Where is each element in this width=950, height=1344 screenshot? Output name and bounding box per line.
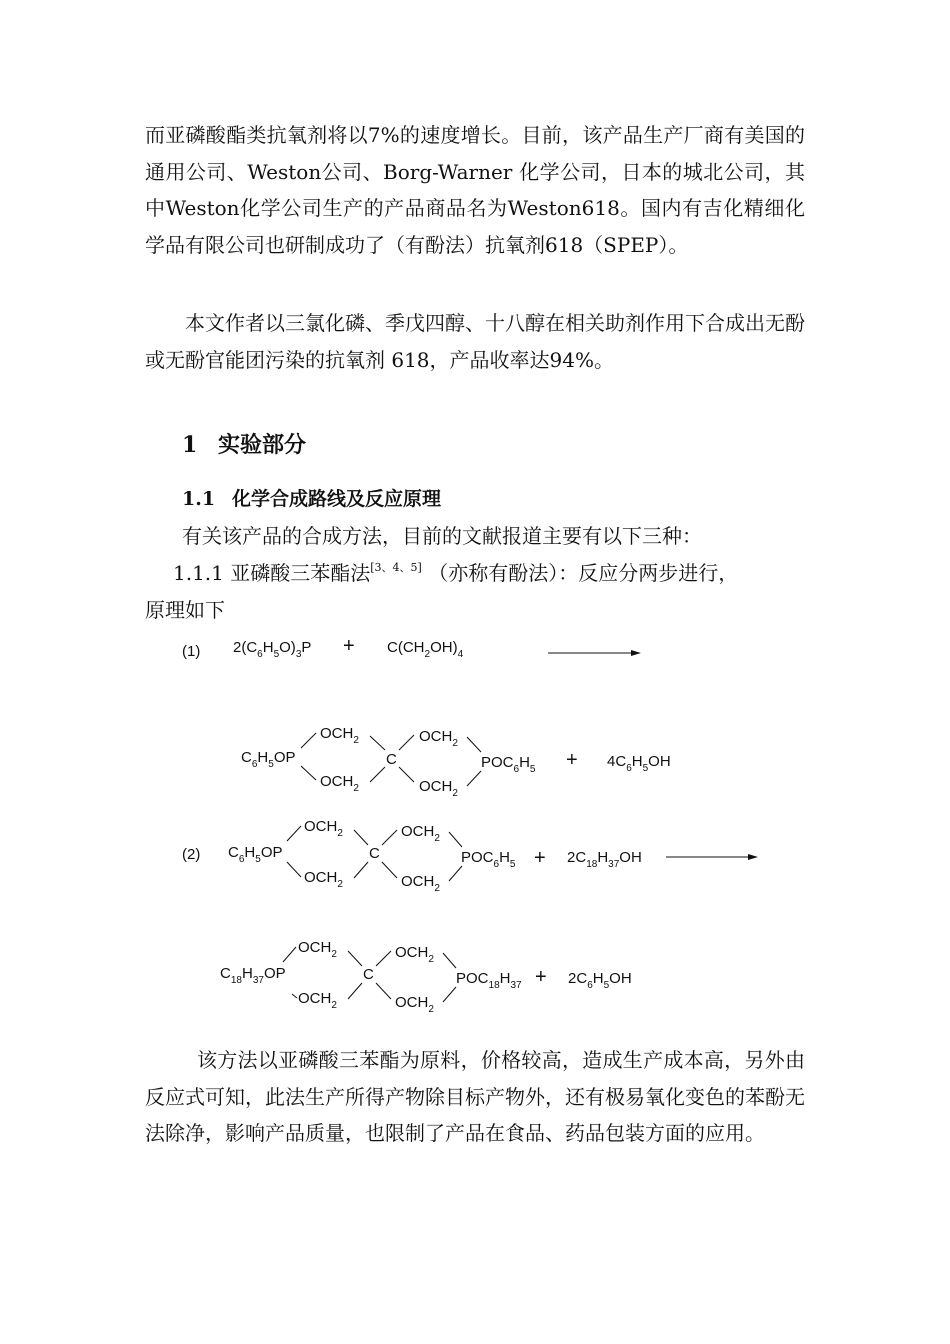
phenyl-oxy-phosphorus: $C_6H_5OP$ — [241, 749, 296, 770]
phosphorus-oxy-stearyl: $POC_{18}H_{37}$ — [456, 970, 522, 991]
svg-text:OCH2: $OCH_2$ — [304, 869, 343, 890]
svg-text:OCH2: $OCH_2$ — [401, 823, 440, 844]
reaction-arrow-1 — [548, 650, 641, 656]
plus-sign: + — [535, 966, 547, 988]
spiro-phosphite-stearyl — [220, 939, 522, 1015]
svg-text:OCH2: $OCH_2$ — [298, 990, 337, 1011]
pentaerythritol: $C(CH_2OH)_4$ — [387, 639, 464, 660]
triphenyl-phosphite: $2(C_6H_5O)_3P$ — [233, 639, 312, 660]
section-title: 实验部分 — [218, 432, 307, 458]
phenol-byproduct-2: $2C_6H_5OH$ — [568, 970, 632, 991]
spiro-phosphite-phenyl — [241, 725, 536, 799]
svg-text:OCH2: $OCH_2$ — [395, 994, 434, 1015]
svg-text:OCH2: $OCH_2$ — [395, 944, 434, 965]
paragraph-market: 而亚磷酸酯类抗氧剂将以7%的速度增长。目前，该产品生产厂商有美国的通用公司、Weston公司、Borg-Warner 化学公司，日本的城北公司，其中Weston化学公司生产的产品商品名为Weston618。国内有吉化精细化学品有限公司也研制成功了（有酚法）抗氧剂618（SPEP）。 — [145, 123, 805, 257]
subsection-number: 1.1 — [182, 488, 216, 510]
stearyl-oxy-phosphorus: $C_{18}H_{37}OP$ — [220, 965, 286, 986]
paragraph-method-summary: 本文作者以三氯化磷、季戊四醇、十八醇在相关助剂作用下合成出无酚或无酚官能团污染的抗氧剂 618，产品收率达94%。 — [145, 311, 805, 372]
intro-line: 有关该产品的合成方法，目前的文献报道主要有以下三种： — [182, 524, 702, 548]
step-1-label: (1) — [182, 643, 201, 660]
phosphorus-oxy-phenyl: $POC_6H_5$ — [481, 754, 536, 775]
step-2-label: (2) — [182, 846, 201, 863]
svg-text:OCH2: $OCH_2$ — [304, 818, 343, 839]
paragraph-method-evaluation: 该方法以亚磷酸三苯酯为原料，价格较高，造成生产成本高，另外由反应式可知，此法生产所得产物除目标产物外，还有极易氧化变色的苯酚无法除净，影响产品质量，也限制了产品在食品、药品包装方面的应用。 — [145, 1048, 805, 1145]
method-1-continuation: 原理如下 — [145, 598, 225, 622]
section-number: 1 — [182, 432, 198, 458]
svg-text:C: C — [363, 966, 374, 983]
svg-text:C: C — [386, 751, 397, 768]
svg-text:C6H5OP: $C_6H_5OP$ — [228, 844, 283, 865]
reaction-arrow-2 — [666, 854, 758, 860]
svg-text:C: C — [369, 845, 380, 862]
subsection-title: 化学合成路线及反应原理 — [232, 488, 442, 510]
svg-text:OCH2: $OCH_2$ — [320, 725, 359, 746]
citation-refs: [3、4、5] — [370, 561, 422, 574]
spiro-phosphite-phenyl-reactant — [228, 818, 516, 894]
method-1-label: 1.1.1 亚磷酸三苯酯法 — [173, 561, 371, 585]
plus-sign: + — [534, 847, 546, 869]
svg-text:OCH2: $OCH_2$ — [320, 773, 359, 794]
svg-text:OCH2: $OCH_2$ — [419, 778, 458, 799]
svg-text:OCH2: $OCH_2$ — [401, 873, 440, 894]
svg-text:POC6H5: $POC_6H_5$ — [461, 849, 516, 870]
svg-text:OCH2: $OCH_2$ — [419, 728, 458, 749]
phenol-byproduct-4: $4C_6H_5OH$ — [607, 753, 671, 774]
stearyl-alcohol: $2C_{18}H_{37}OH$ — [567, 849, 642, 870]
plus-sign: + — [343, 635, 355, 657]
svg-text:OCH2: $OCH_2$ — [298, 939, 337, 960]
plus-sign: + — [566, 749, 578, 771]
method-1-tail: （亦称有酚法）：反应分两步进行， — [428, 561, 739, 585]
